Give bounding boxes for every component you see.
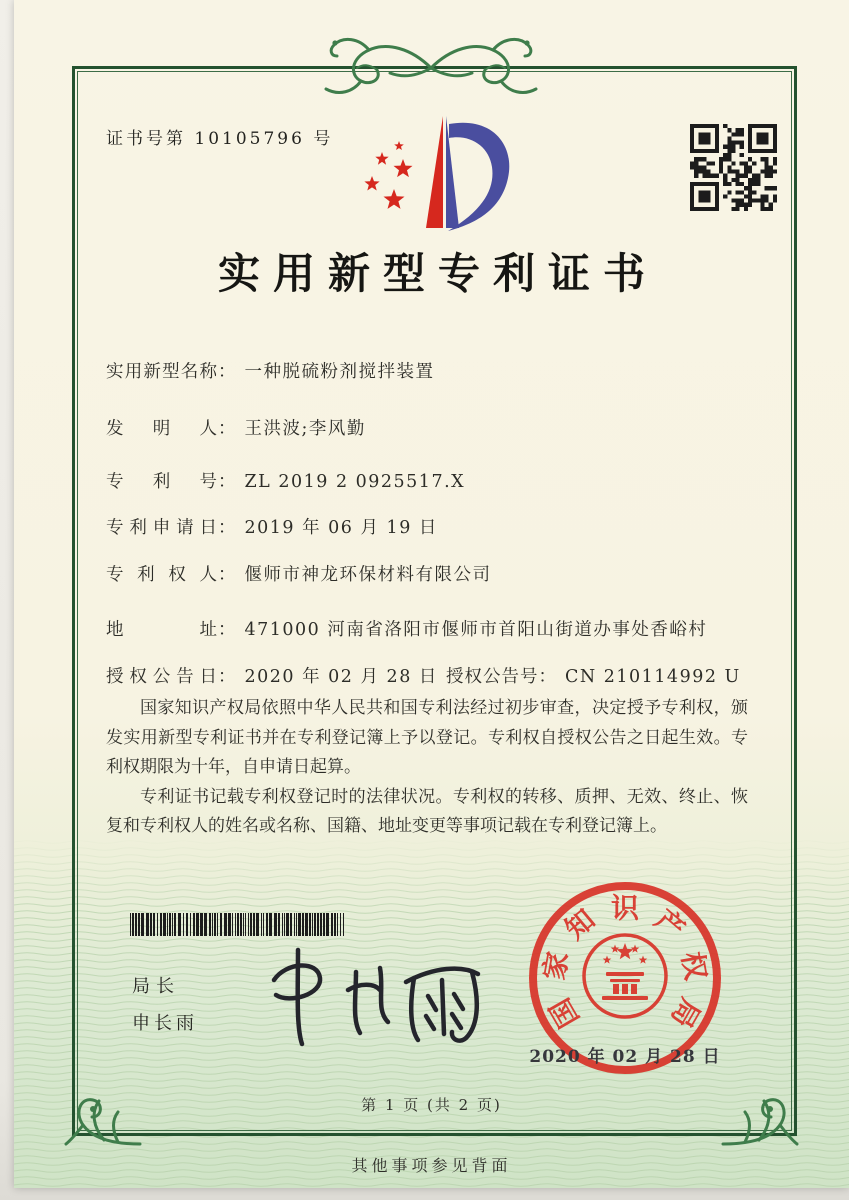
field-grant-number: 授权公告号： CN 210114992 U: [446, 667, 741, 687]
field-label: 发明人: [106, 419, 218, 439]
commissioner-name: 申长雨: [132, 1013, 198, 1034]
field-label: 实用新型名称: [106, 362, 218, 382]
certificate-title: 实用新型专利证书: [217, 249, 658, 298]
commissioner-signature: [256, 938, 486, 1053]
field-label: 授权公告日: [106, 667, 218, 687]
cnipa-logo-icon: [346, 108, 516, 236]
certificate-page: [14, 0, 849, 1188]
national-emblem-icon: [584, 935, 666, 1017]
svg-text:知: 知: [558, 902, 602, 947]
field-label: 授权公告号: [446, 667, 539, 687]
certificate-number: 证书号第 10105796 号: [106, 129, 334, 149]
field-address: 地址： 471000 河南省洛阳市偃师市首阳山街道办事处香峪村: [106, 616, 707, 641]
field-inventors: 发明人： 王洪波;李风勤: [106, 415, 366, 440]
field-value: CN 210114992 U: [565, 667, 741, 687]
svg-text:国: 国: [543, 992, 586, 1034]
barcode: [130, 913, 348, 936]
svg-text:局: 局: [664, 992, 707, 1034]
svg-text:产: 产: [648, 902, 692, 947]
field-utility-model-name: 实用新型名称： 一种脱硫粉剂搅拌装置: [106, 358, 435, 383]
qr-code: [690, 124, 777, 211]
field-patent-number: 专利号： ZL 2019 2 0925517.X: [106, 468, 465, 493]
field-label: 专利权人: [106, 565, 218, 585]
svg-text:家: 家: [537, 949, 575, 983]
back-side-note: 其他事项参见背面: [351, 1156, 512, 1175]
legal-paragraph-1: 国家知识产权局依照中华人民共和国专利法经过初步审查，决定授予专利权，颁发实用新型专利证书并在专利登记簿上予以登记。专利权自授权公告之日起生效。专利权期限为十年，自申请日起算。: [106, 698, 748, 777]
field-value: 471000 河南省洛阳市偃师市首阳山街道办事处香峪村: [244, 620, 708, 640]
field-value: 一种脱硫粉剂搅拌装置: [244, 362, 435, 382]
field-value: 2020 年 02 月 28 日: [244, 667, 438, 687]
legal-paragraph-2: 专利证书记载专利权登记时的法律状况。专利权的转移、质押、无效、终止、恢复和专利权人的姓名或名称、国籍、地址变更等事项记载在专利登记簿上。: [106, 786, 748, 836]
commissioner-title: 局长: [132, 976, 180, 997]
field-value: 王洪波;李风勤: [244, 419, 366, 439]
field-grant-date: 授权公告日： 2020 年 02 月 28 日 授权公告号： CN 210114992 U: [106, 663, 438, 688]
svg-text:识: 识: [610, 891, 640, 925]
field-patentee: 专利权人： 偃师市神龙环保材料有限公司: [106, 561, 492, 586]
field-filing-date: 专利申请日： 2019 年 06 月 19 日: [106, 514, 438, 539]
field-label: 专利申请日: [106, 518, 218, 538]
page-number: 第 1 页 (共 2 页): [361, 1096, 502, 1114]
field-value: ZL 2019 2 0925517.X: [244, 472, 466, 492]
logo-stars: [364, 141, 412, 209]
field-label: 专利号: [106, 472, 218, 492]
legal-text: [106, 694, 748, 842]
seal-date: 2020 年 02 月 28 日: [529, 1047, 721, 1067]
svg-text:权: 权: [675, 949, 713, 983]
dragon-ornament: [299, 28, 563, 106]
field-value: 2019 年 06 月 19 日: [244, 518, 438, 538]
field-value: 偃师市神龙环保材料有限公司: [244, 565, 492, 585]
field-label: 地址: [106, 620, 218, 640]
